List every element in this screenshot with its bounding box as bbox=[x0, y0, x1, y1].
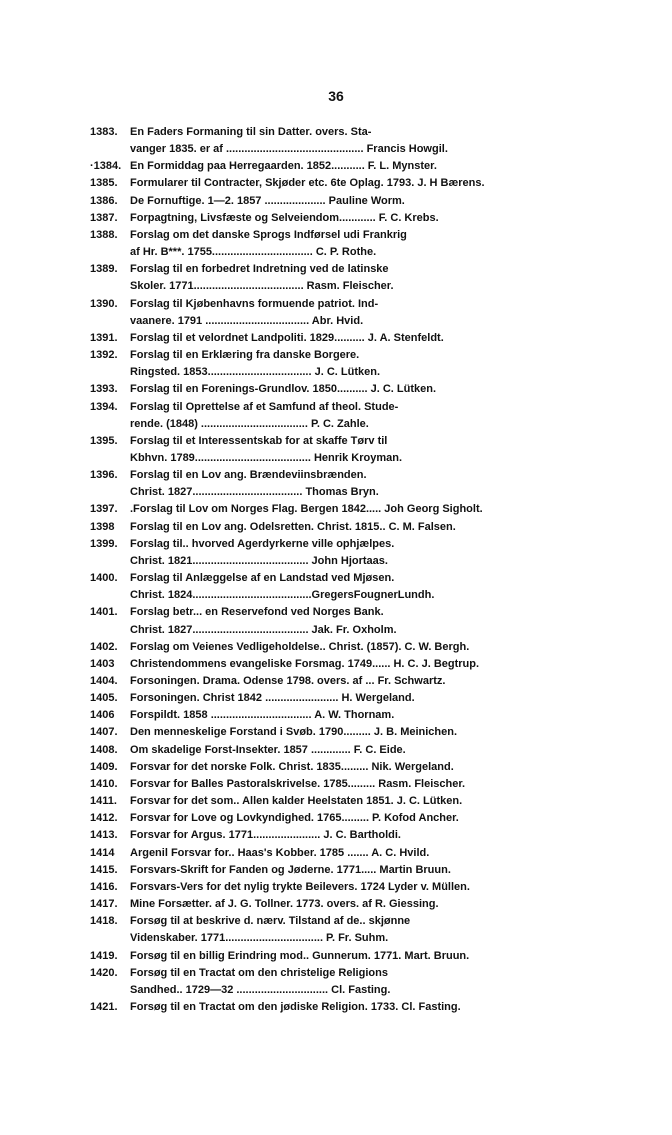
catalog-entry bbox=[90, 261, 630, 295]
entry-number: 1402. bbox=[90, 640, 118, 653]
entry-line: Forslag til et Interessentskab for at skaffe Tørv til bbox=[130, 434, 388, 447]
entry-number: 1408. bbox=[90, 743, 118, 756]
entry-line: af Hr. B***. 1755................................. C. P. Rothe. bbox=[130, 246, 377, 259]
entry-number: 1410. bbox=[90, 777, 118, 790]
catalog-entry bbox=[90, 759, 630, 776]
entry-number: 1407. bbox=[90, 726, 118, 739]
entry-line: Forslag til Anlæggelse af en Landstad ved Mjøsen. bbox=[130, 572, 395, 585]
catalog-entry bbox=[90, 175, 630, 192]
catalog-entry bbox=[90, 879, 630, 896]
catalog-entry bbox=[90, 742, 630, 759]
catalog-entry bbox=[90, 124, 630, 158]
entry-line: Skoler. 1771.................................... Rasm. Fleischer. bbox=[130, 280, 394, 293]
catalog-entry bbox=[90, 913, 630, 947]
entry-line: Forslag til en Forenings-Grundlov. 1850.......... J. C. Lütken. bbox=[130, 383, 437, 396]
entry-line: Christ. 1824.......................................GregersFougnerLundh. bbox=[130, 589, 435, 602]
entry-line: Forslag til.. hvorved Agerdyrkerne ville ophjælpes. bbox=[130, 537, 395, 550]
entry-line: .Forslag til Lov om Norges Flag. Bergen 1842..... Joh Georg Sigholt. bbox=[130, 503, 483, 516]
entry-line: Forpagtning, Livsfæste og Selveiendom............ F. C. Krebs. bbox=[130, 211, 439, 224]
entry-line: Forsøg til en billig Erindring mod.. Gunnerum. 1771. Mart. Bruun. bbox=[130, 949, 470, 962]
entry-number: 1383. bbox=[90, 126, 118, 138]
entry-number: 1396. bbox=[90, 469, 118, 482]
entry-number: 1421. bbox=[90, 1000, 118, 1013]
catalog-entry bbox=[90, 227, 630, 261]
entry-line: Christ. 1821...................................... John Hjortaas. bbox=[130, 554, 388, 567]
entry-line: Forsoningen. Drama. Odense 1798. overs. af ... Fr. Schwartz. bbox=[130, 675, 446, 687]
entry-line: Christ. 1827.................................... Thomas Bryn. bbox=[130, 486, 379, 499]
catalog-entry bbox=[90, 570, 630, 604]
entry-number: 1399. bbox=[90, 537, 118, 550]
entry-number: 1398 bbox=[90, 520, 115, 533]
entry-line: Forsvar for det som.. Allen kalder Heelstaten 1851. J. C. Lütken. bbox=[130, 795, 463, 808]
entry-number: 1387. bbox=[90, 211, 118, 224]
catalog-entry bbox=[90, 793, 630, 810]
entry-number: 1420. bbox=[90, 966, 118, 979]
entry-number: 1412. bbox=[90, 812, 118, 825]
entry-line: Om skadelige Forst-Insekter. 1857 ............. F. C. Eide. bbox=[130, 743, 406, 756]
entry-line: Christendommens evangeliske Forsmag. 1749...... H. C. J. Begtrup. bbox=[130, 657, 480, 670]
entry-line: Ringsted. 1853.................................. J. C. Lütken. bbox=[130, 366, 381, 379]
catalog-entry bbox=[90, 193, 630, 210]
catalog-entry bbox=[90, 862, 630, 879]
catalog-entry bbox=[90, 399, 630, 433]
entry-line: Forslag til en forbedret Indretning ved de latinske bbox=[130, 263, 389, 276]
catalog-entry bbox=[90, 776, 630, 793]
entry-line: Sandhed.. 1729—32 .............................. Cl. Fasting. bbox=[130, 983, 391, 996]
catalog-entry bbox=[90, 433, 630, 467]
entry-line: En Formiddag paa Herregaarden. 1852........... F. L. Mynster. bbox=[130, 160, 437, 173]
catalog-entry bbox=[90, 296, 630, 330]
catalog-entry bbox=[90, 604, 630, 638]
entry-number: 1386. bbox=[90, 194, 118, 207]
entry-line: vanger 1835. er af ............................................. Francis Howgil. bbox=[130, 143, 448, 156]
entry-line: Forsøg til at beskrive d. nærv. Tilstand af de.. skjønne bbox=[130, 915, 411, 928]
entry-number: 1409. bbox=[90, 760, 118, 773]
catalog-entry bbox=[90, 330, 630, 347]
entry-line: Forslag til en Erklæring fra danske Borgere. bbox=[130, 349, 360, 362]
entry-line: Forsvars-Skrift for Fanden og Jøderne. 1771..... Martin Bruun. bbox=[130, 863, 451, 876]
entry-number: 1391. bbox=[90, 331, 118, 344]
entry-line: Forsvar for Argus. 1771...................... J. C. Bartholdi. bbox=[130, 829, 401, 842]
entry-line: Forslag til en Lov ang. Brændeviinsbrænden. bbox=[130, 469, 367, 482]
catalog-entry bbox=[90, 347, 630, 381]
entry-number: 1416. bbox=[90, 880, 118, 893]
entry-number: ·1384. bbox=[90, 160, 122, 173]
catalog-entry bbox=[90, 519, 630, 536]
entry-line: En Faders Formaning til sin Datter. overs. Sta- bbox=[130, 126, 372, 138]
entry-number: 1400. bbox=[90, 572, 118, 585]
catalog-entry bbox=[90, 845, 630, 862]
entry-number: 1392. bbox=[90, 349, 118, 362]
entry-line: Argenil Forsvar for.. Haas's Kobber. 1785 ....... A. C. Hvild. bbox=[130, 846, 430, 859]
page-number: 36 bbox=[328, 88, 344, 104]
catalog-entry bbox=[90, 965, 630, 999]
entry-line: Forslag betr... en Reservefond ved Norges Bank. bbox=[130, 606, 384, 619]
entry-number: 1390. bbox=[90, 297, 118, 310]
entry-line: Forsøg til en Tractat om den christelige Religions bbox=[130, 966, 388, 979]
entry-line: Forsoningen. Christ 1842 ........................ H. Wergeland. bbox=[130, 692, 415, 705]
entry-line: Forsvar for Balles Pastoralskrivelse. 1785......... Rasm. Fleischer. bbox=[130, 777, 466, 790]
catalog-entry bbox=[90, 656, 630, 673]
entry-number: 1388. bbox=[90, 228, 118, 241]
entry-number: 1395. bbox=[90, 434, 118, 447]
entry-number: 1417. bbox=[90, 898, 118, 911]
entry-number: 1411. bbox=[90, 795, 117, 808]
entry-number: 1394. bbox=[90, 400, 118, 413]
entry-number: 1413. bbox=[90, 829, 118, 842]
catalog-entry bbox=[90, 827, 630, 844]
entry-line: Forsøg til en Tractat om den jødiske Religion. 1733. Cl. Fasting. bbox=[130, 1000, 461, 1013]
entry-number: 1389. bbox=[90, 263, 118, 276]
catalog-entry bbox=[90, 467, 630, 501]
entry-line: Forslag til et velordnet Landpoliti. 1829.......... J. A. Stenfeldt. bbox=[130, 331, 444, 344]
catalog-entry bbox=[90, 158, 630, 175]
entry-number: 1419. bbox=[90, 949, 118, 962]
entry-line: Forslag til Kjøbenhavns formuende patriot. Ind- bbox=[130, 297, 379, 310]
catalog-entry bbox=[90, 724, 630, 741]
entry-line: Forslag om det danske Sprogs Indførsel udi Frankrig bbox=[130, 228, 407, 241]
entry-line: De Fornuftige. 1—2. 1857 .................... Pauline Worm. bbox=[130, 194, 405, 207]
entry-number: 1385. bbox=[90, 177, 118, 190]
entry-number: 1393. bbox=[90, 383, 118, 396]
entry-number: 1403 bbox=[90, 657, 115, 670]
entry-line: Forsvar for Love og Lovkyndighed. 1765......... P. Kofod Ancher. bbox=[130, 812, 459, 825]
entry-line: Forslag om Veienes Vedligeholdelse.. Christ. (1857). C. W. Bergh. bbox=[130, 640, 470, 653]
entry-number: 1415. bbox=[90, 863, 118, 876]
entry-number: 1405. bbox=[90, 692, 118, 705]
entry-line: Kbhvn. 1789...................................... Henrik Kroyman. bbox=[130, 451, 403, 464]
catalog-entry bbox=[90, 810, 630, 827]
entry-number: 1406 bbox=[90, 709, 115, 722]
catalog-entry bbox=[90, 896, 630, 913]
entry-number: 1418. bbox=[90, 915, 118, 928]
entry-line: Forspildt. 1858 ................................. A. W. Thornam. bbox=[130, 709, 395, 722]
catalog-entry bbox=[90, 707, 630, 724]
entry-line: Mine Forsætter. af J. G. Tollner. 1773. overs. af R. Giessing. bbox=[130, 898, 439, 911]
entry-line: Den menneskelige Forstand i Svøb. 1790......... J. B. Meinichen. bbox=[130, 726, 458, 739]
catalog-entry bbox=[90, 501, 630, 518]
entry-line: Christ. 1827...................................... Jak. Fr. Oxholm. bbox=[130, 623, 397, 636]
catalog-entry bbox=[90, 690, 630, 707]
catalog-entry bbox=[90, 639, 630, 656]
entry-line: vaanere. 1791 .................................. Abr. Hvid. bbox=[130, 314, 364, 327]
catalog-list bbox=[90, 124, 630, 1016]
catalog-entry bbox=[90, 210, 630, 227]
catalog-entry bbox=[90, 948, 630, 965]
catalog-entry bbox=[90, 536, 630, 570]
entry-line: Forsvars-Vers for det nylig trykte Beilevers. 1724 Lyder v. Müllen. bbox=[130, 880, 470, 893]
entry-number: 1401. bbox=[90, 606, 118, 619]
catalog-entry bbox=[90, 999, 630, 1016]
entry-line: Forslag til Oprettelse af et Samfund af theol. Stude- bbox=[130, 400, 399, 413]
entry-number: 1397. bbox=[90, 503, 118, 516]
entry-number: 1404. bbox=[90, 675, 118, 687]
catalog-entry bbox=[90, 381, 630, 398]
entry-line: Forsvar for det norske Folk. Christ. 1835......... Nik. Wergeland. bbox=[130, 760, 454, 773]
entry-line: Forslag til en Lov ang. Odelsretten. Christ. 1815.. C. M. Falsen. bbox=[130, 520, 456, 533]
entry-number: 1414 bbox=[90, 846, 115, 859]
entry-line: Formularer til Contracter, Skjøder etc. 6te Oplag. 1793. J. H Bærens. bbox=[130, 177, 485, 190]
entry-line: rende. (1848) ................................... P. C. Zahle. bbox=[130, 417, 369, 430]
catalog-entry bbox=[90, 673, 630, 690]
entry-line: Videnskaber. 1771................................ P. Fr. Suhm. bbox=[130, 932, 389, 945]
